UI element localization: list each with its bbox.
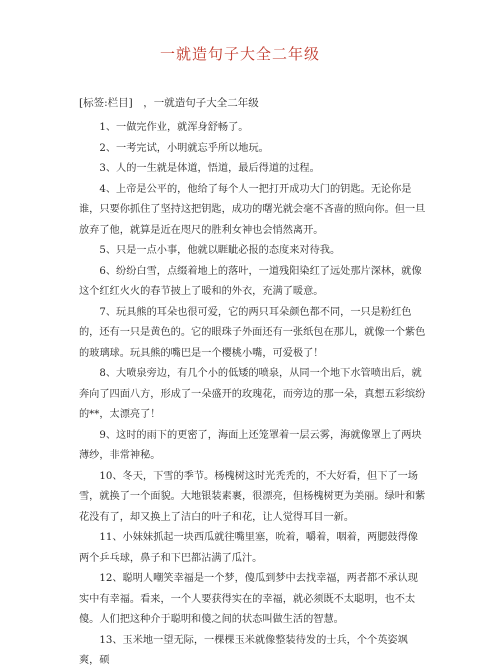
paragraph-6: 6、纷纷白雪，点缀着地上的落叶，一道残阳染红了远处那片深林，就像这个红红火火的春节披上了暖和的外衣，充满了暖意。 (79, 265, 422, 297)
paragraph-2: 2、一考完试，小明就忘乎所以地玩。 (99, 142, 269, 154)
paragraph-9: 9、这时的雨下的更密了，海面上还笼罩着一层云雾，海就像罩上了两块薄纱，非常神秘。 (79, 429, 422, 461)
tag-line: [标签:栏目] ，一就造句子大全二年级 (79, 97, 259, 109)
paragraph-8: 8、大喷泉旁边，有几个小的低矮的喷泉，从同一个地下水管喷出后，就奔向了四面八方，形成了一朵盛开的玫瑰花，而旁边的那一朵，真想五彩缤纷的**，太漂亮了！ (79, 368, 426, 420)
paragraph-11: 11、小妹妹抓起一块西瓜就往嘴里塞，吮着，嚼着，咽着，两腮鼓得像两个乒乓球，鼻子和下巴都沾满了瓜汁。 (79, 532, 418, 564)
paragraph-1: 1、一做完作业，就浑身舒畅了。 (99, 122, 249, 133)
paragraph-7: 7、玩具熊的耳朵也很可爱，它的两只耳朵颜色都不同，一只是粉红色的，还有一只是黄色的。它的眼珠子外面还有一张纸包在那儿，就像一个紫色的玻璃球。玩具熊的嘴巴是一个樱桃小嘴，可爱极了！ (79, 306, 426, 359)
paragraph-13: 13、玉米地一望无际，一棵棵玉米就像整装待发的士兵，个个英姿飒爽，硕 (79, 634, 408, 666)
paragraph-4: 4、上帝是公平的，他给了每个人一把打开成功大门的钥匙。无论你是谁，只要你抓住了坚持这把钥匙，成功的曙光就会毫不吝啬的照向你。但一旦放弃了他，就算是近在咫尺的胜利女神也会悄然离开。 (79, 183, 426, 236)
paragraph-5: 5、只是一点小事，他就以睚眦必报的态度来对待我。 (99, 245, 341, 256)
document-title: 一就造句子大全二年级 (159, 45, 320, 63)
paragraph-12: 12、聪明人嘲笑幸福是一个梦，傻瓜到梦中去找幸福，两者都不承认现实中有幸福。看来，一个人要获得实在的幸福，就必须既不太聪明，也不太傻。人们把这种介于聪明和傻之间的状态叫做生活的智慧。 (79, 573, 418, 625)
paragraph-3: 3、人的一生就是体道，悟道，最后得道的过程。 (99, 163, 320, 174)
paragraph-10: 10、冬天，下雪的季节。杨槐树这时光秃秃的，不大好看，但下了一场雪，就换了一个面貌。大地银装素裹，很漂亮，但杨槐树更为美丽。绿叶和紫花没有了，却又换上了洁白的叶子和花，让人觉得耳目一新。 (79, 470, 426, 523)
document-body (79, 118, 428, 672)
